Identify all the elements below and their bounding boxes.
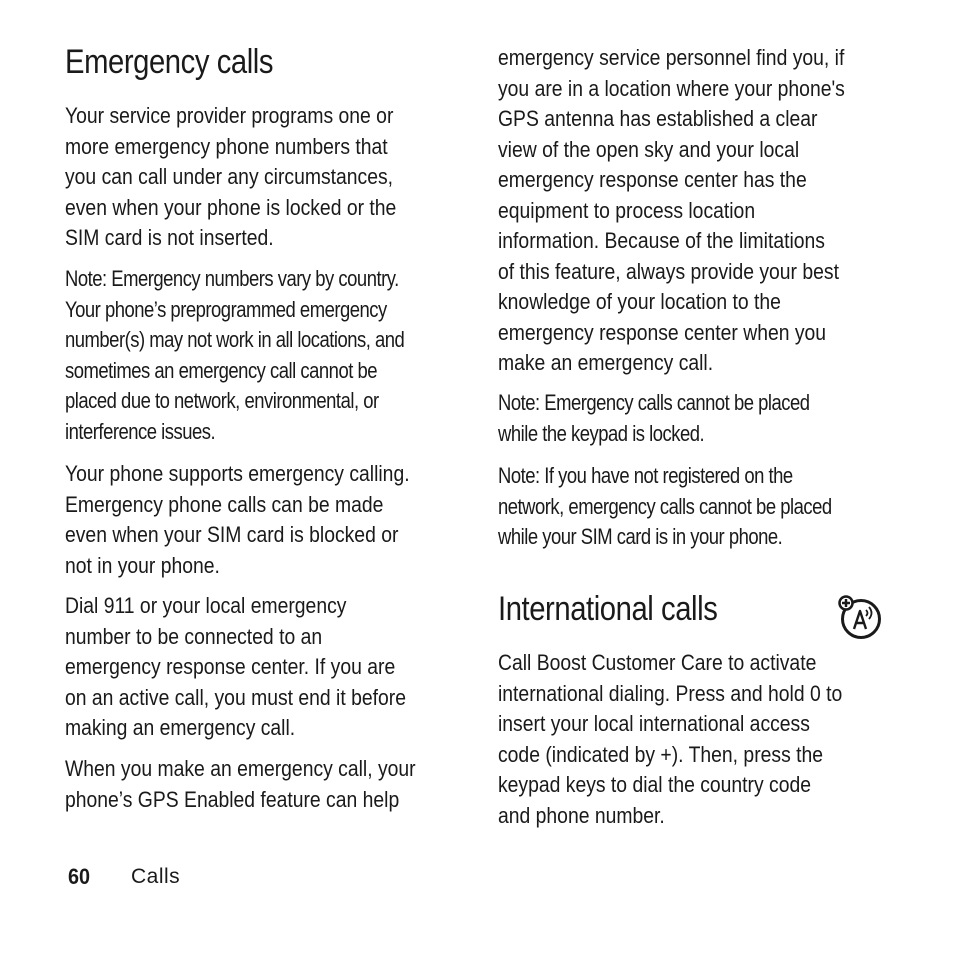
network-service-icon (838, 595, 884, 641)
emergency-numbers-note: Note: Emergency numbers vary by country. Your phone’s preprogrammed emergency number(s) may not work in all locations, and sometimes an emergency call cannot be placed due to network, environmental, or interference issues. (65, 266, 405, 444)
emergency-intro-paragraph: Your service provider programs one or more emergency phone numbers that you can call under any circumstances, even when your phone is locked or the SIM card is not inserted. (65, 103, 397, 250)
emergency-support-paragraph: Your phone supports emergency calling. Emergency phone calls can be made even when your SIM card is blocked or not in your phone. (65, 461, 410, 578)
international-calls-heading: International calls (498, 590, 718, 628)
gps-paragraph-start: When you make an emergency call, your phone’s GPS Enabled feature can help (65, 756, 416, 812)
dial-911-paragraph: Dial 911 or your local emergency number to be connected to an emergency response center. If you are on an active call, you must end it before making an emergency call. (65, 593, 406, 740)
page-number: 60 (68, 864, 91, 889)
keypad-locked-note: Note: Emergency calls cannot be placed while the keypad is locked. (498, 390, 810, 446)
unregistered-network-note: Note: If you have not registered on the network, emergency calls cannot be placed while your SIM card is in your phone. (498, 463, 832, 549)
section-label: Calls (131, 865, 181, 888)
international-dialing-paragraph: Call Boost Customer Care to activate international dialing. Press and hold 0 to insert your local international access code (indicated by +). Then, press the keypad keys to dial the country code and phone number. (498, 650, 843, 828)
gps-paragraph-continued: emergency service personnel find you, if you are in a location where your phone's GPS antenna has established a clear view of the open sky and your local emergency response center has the equipment to process location information. Because of the limitations of this feature, always provide your best knowledge of your location to the emergency response center when you make an emergency call. (498, 45, 845, 375)
emergency-calls-heading: Emergency calls (65, 43, 274, 81)
